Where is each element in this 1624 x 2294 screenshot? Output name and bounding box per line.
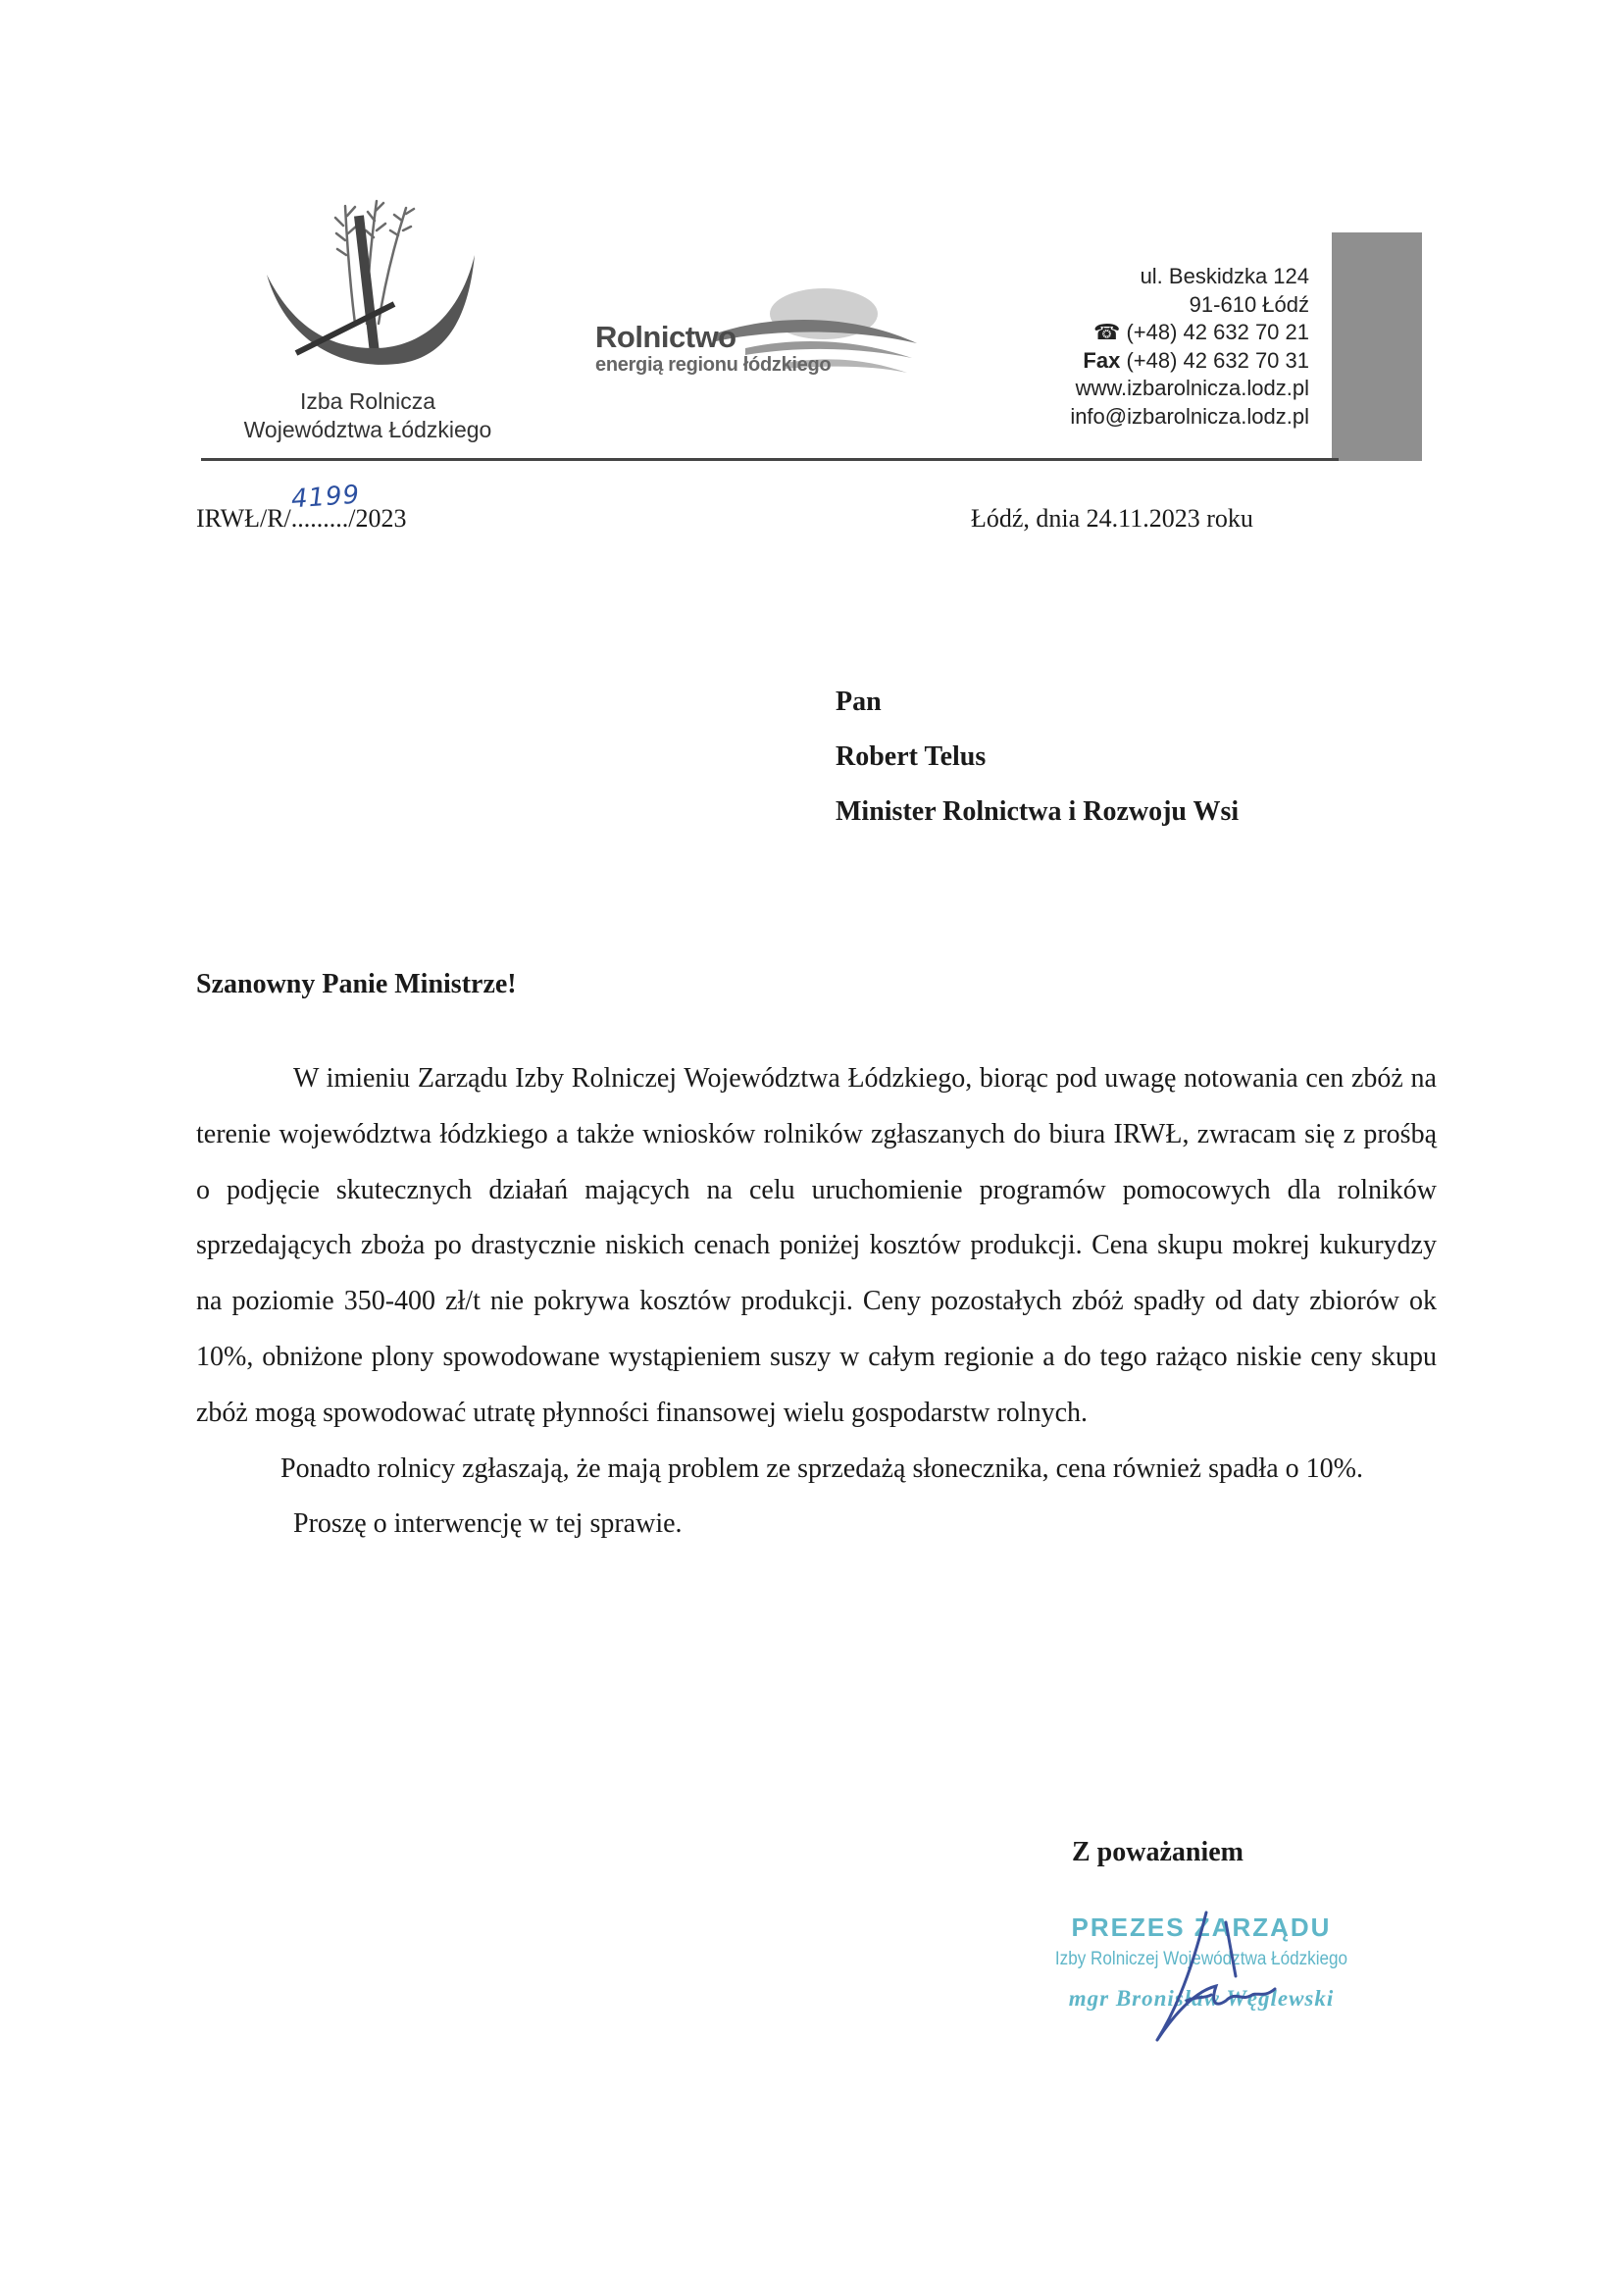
recipient-name: Robert Telus: [836, 741, 987, 772]
recipient-title: Minister Rolnictwa i Rozwoju Wsi: [836, 796, 1240, 827]
contact-fax-label: Fax: [1083, 347, 1121, 373]
reference-handwritten-number: 4199: [290, 480, 362, 515]
header-divider: [201, 458, 1339, 461]
rolnictwo-tagline: energią regionu łódzkiego: [595, 354, 832, 376]
izba-rolnicza-logo: [257, 186, 482, 382]
izba-name-line1: Izba Rolnicza: [299, 388, 436, 414]
body-paragraph-2: Ponadto rolnicy zgłaszają, że mają problem ze sprzedażą słonecznika, cena również spadła o 10%.: [280, 1453, 1363, 1484]
contact-email[interactable]: info@izbarolnicza.lodz.pl: [1070, 403, 1309, 429]
contact-www[interactable]: www.izbarolnicza.lodz.pl: [1075, 376, 1309, 400]
handwritten-signature: [1089, 1893, 1314, 2060]
stamp-name: mgr Bronisław Węglewski: [1068, 1986, 1335, 2011]
contact-street: ul. Beskidzka 124: [1140, 264, 1309, 288]
salutation: Szanowny Panie Ministrze!: [196, 969, 517, 999]
stamp-title: PREZES ZARZĄDU: [1071, 1912, 1332, 1942]
letter-date: Łódź, dnia 24.11.2023 roku: [971, 504, 1253, 533]
contact-city: 91-610 Łódź: [1189, 291, 1309, 317]
contact-block: [912, 263, 1309, 431]
contact-fax: (+48) 42 632 70 31: [1126, 347, 1309, 373]
izba-name-line2: Województwa Łódzkiego: [243, 417, 492, 442]
rolnictwo-title: Rolnictwo: [595, 320, 736, 354]
stamp-organization: Izby Rolniczej Województwa Łódzkiego: [1054, 1949, 1348, 1969]
contact-fax-row: [912, 347, 1309, 376]
letter-body: [196, 1051, 1437, 1553]
recipient-line1: Pan: [836, 687, 882, 717]
contact-phone: ☎ (+48) 42 632 70 21: [1092, 320, 1309, 344]
closing: Z poważaniem: [1072, 1837, 1243, 1867]
body-paragraph-1: W imieniu Zarządu Izby Rolniczej Województwa Łódzkiego, biorąc pod uwagę notowania cen zbóż na terenie województwa łódzkiego a także wniosków rolników zgłaszanych do biura IRWŁ, zwracam się z prośbą o podjęcie skutecznych działań mających na celu uruchomienie programów pomocowych dla rolników sprzedających zboża po drastycznie niskich cenach poniżej kosztów produkcji. Cena skupu mokrej kukurydzy na poziomie 350-400 zł/t nie pokrywa kosztów produkcji. Ceny pozostałych zbóż spadły od daty zbiorów ok 10%, obniżone plony spowodowane wystąpieniem suszy w całym regionie a do tego rażąco niskie ceny skupu zbóż mogą spowodować utratę płynności finansowej wielu gospodarstw rolnych.: [196, 1063, 1437, 1428]
reference-number: IRWŁ/R/........./2023: [196, 504, 407, 533]
body-paragraph-3: Proszę o interwencję w tej sprawie.: [293, 1508, 683, 1540]
header-gray-bar: [1332, 232, 1422, 461]
